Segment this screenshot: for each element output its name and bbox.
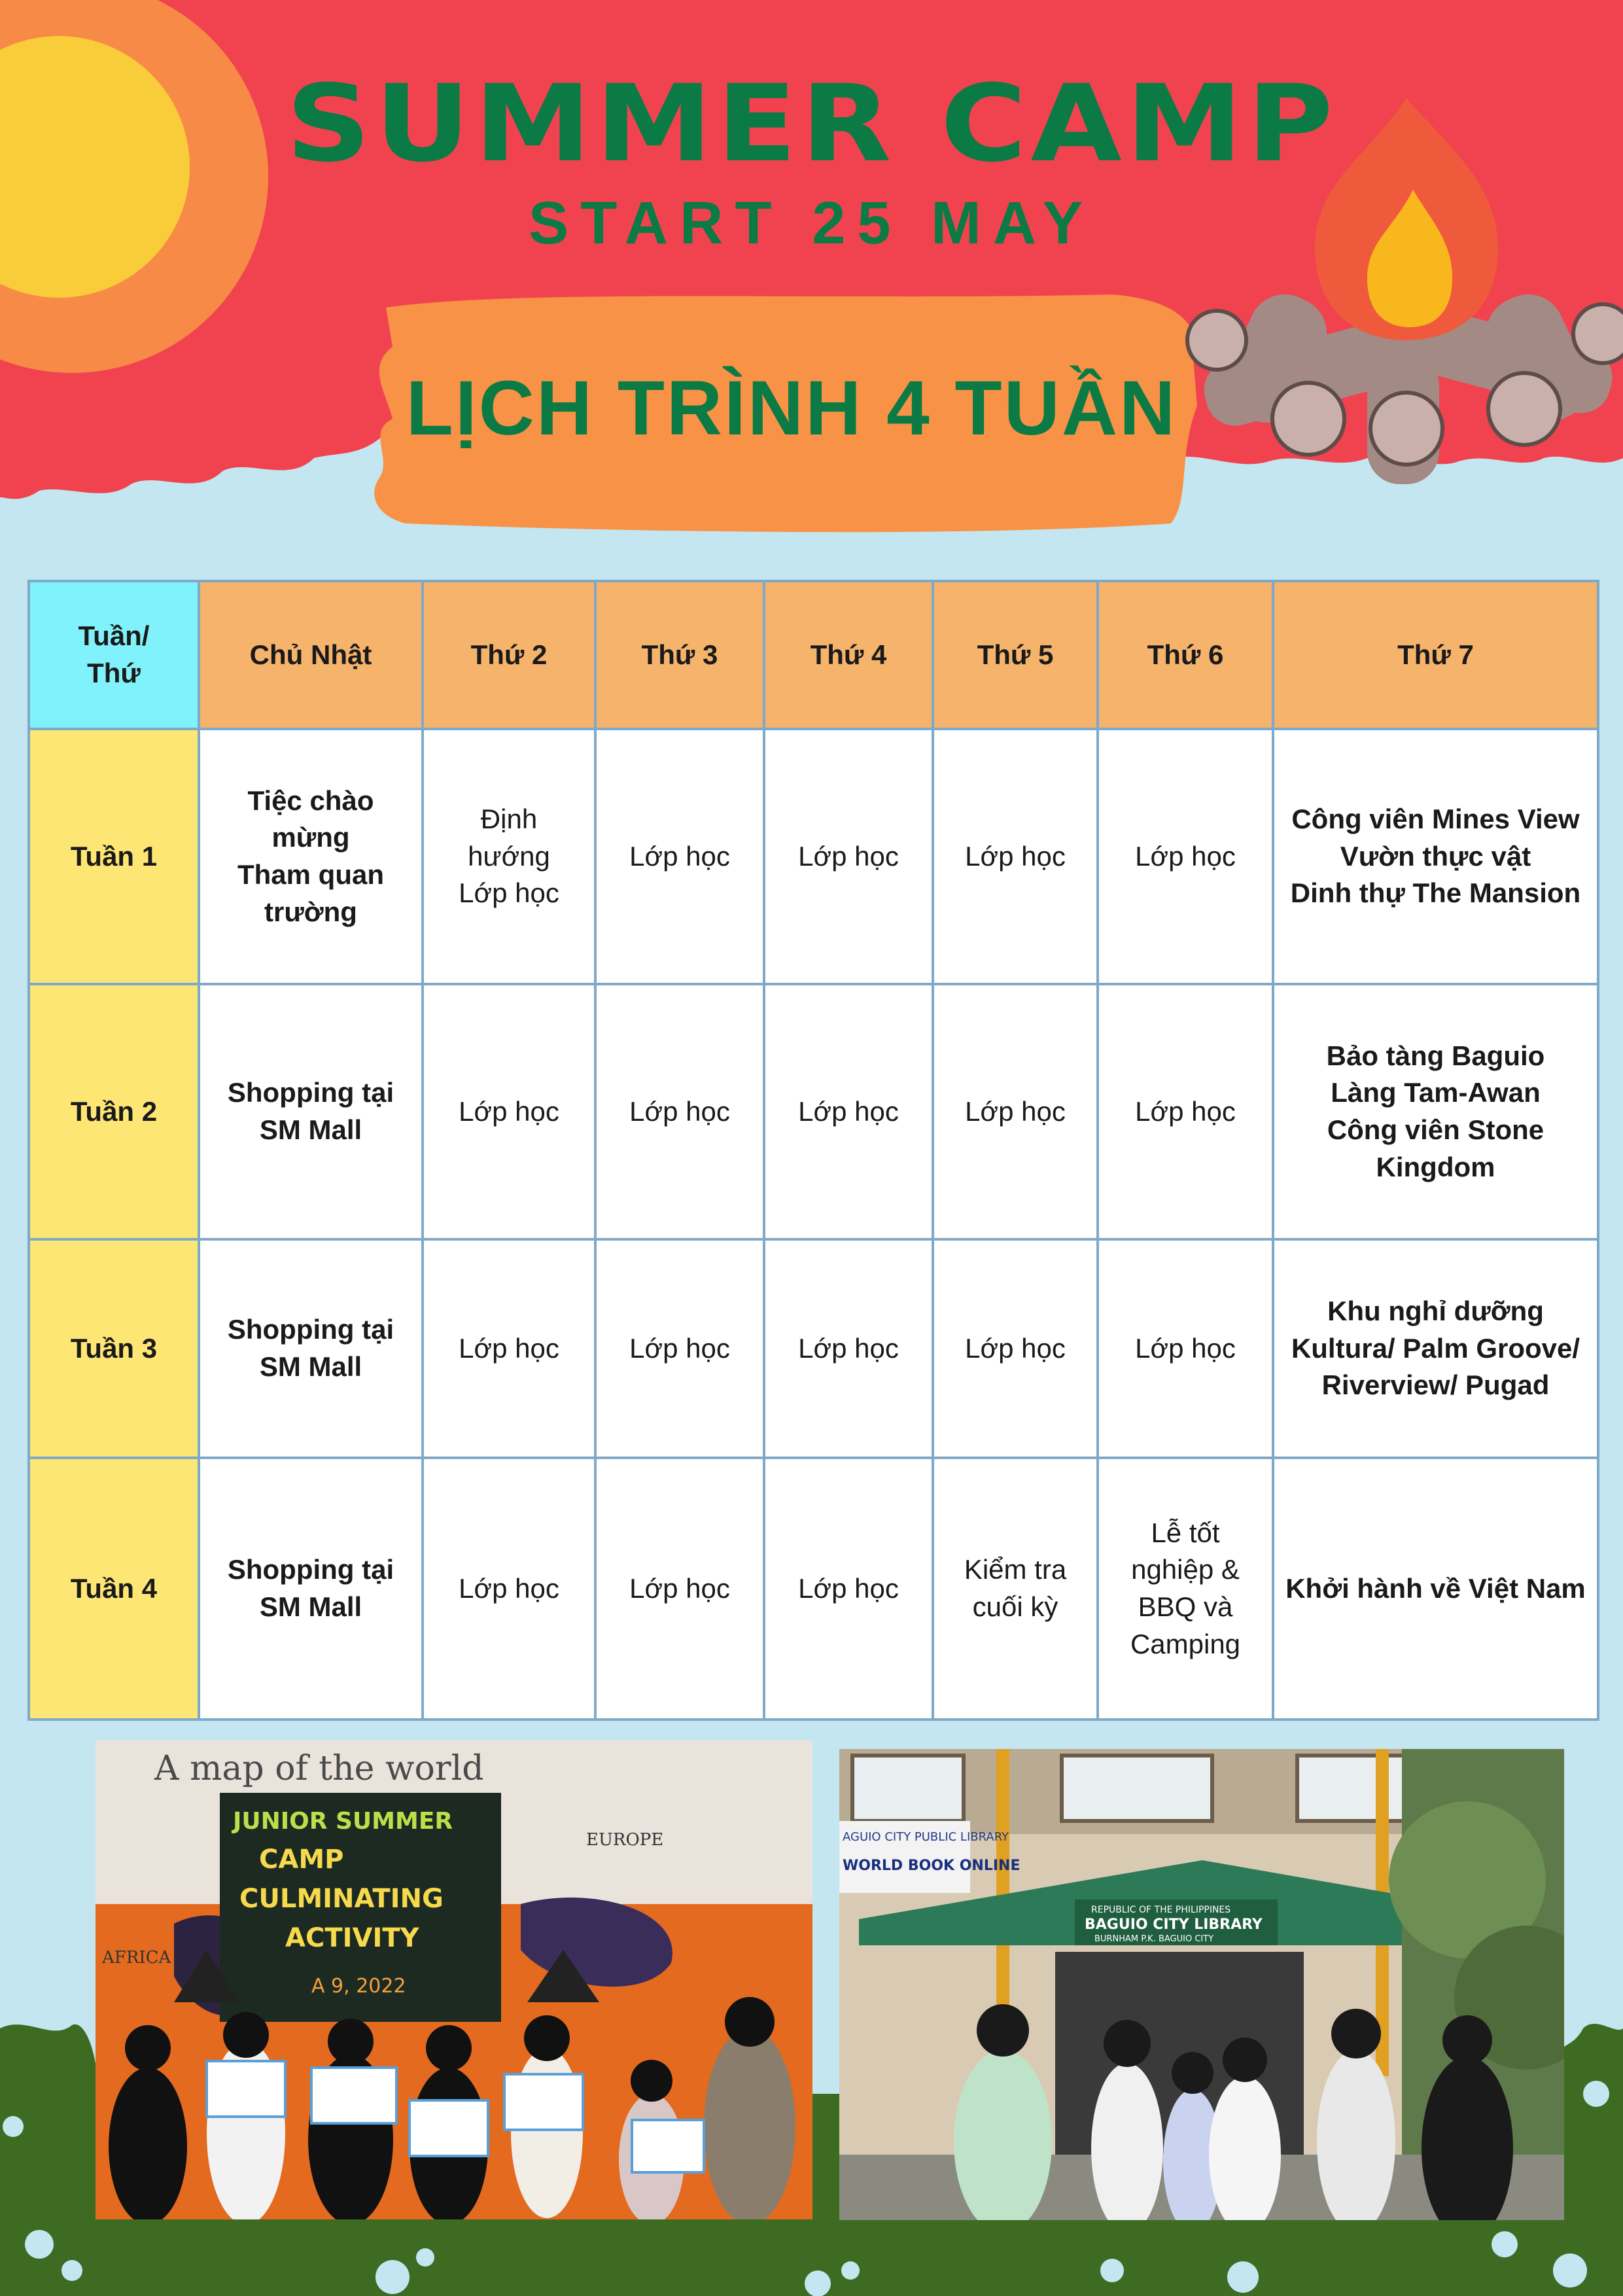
schedule-cell: Lớp học [1098, 984, 1273, 1239]
schedule-cell: Lớp học [423, 984, 595, 1239]
banner-line-4: ACTIVITY [285, 1923, 419, 1953]
day-header: Thứ 3 [595, 581, 764, 729]
table-row [29, 1458, 1598, 1720]
schedule-cell: Shopping tại SM Mall [199, 1458, 423, 1720]
sign-top: REPUBLIC OF THE PHILIPPINES [1091, 1905, 1231, 1915]
schedule-cell: Lớp học [1098, 729, 1273, 984]
photo-baguio-library [839, 1749, 1564, 2220]
schedule-cell: Lớp học [595, 729, 764, 984]
schedule-cell: Khởi hành về Việt Nam [1273, 1458, 1598, 1720]
schedule-cell: Lớp học [1098, 1239, 1273, 1458]
schedule-cell: Định hướng Lớp học [423, 729, 595, 984]
banner-line-3: CULMINATING [239, 1884, 444, 1914]
schedule-cell: Lớp học [595, 984, 764, 1239]
schedule-table [27, 580, 1599, 1721]
schedule-cell: Lớp học [423, 1239, 595, 1458]
photo-culminating-activity [96, 1740, 812, 2219]
day-header: Thứ 4 [764, 581, 933, 729]
banner-line-1: JUNIOR SUMMER [233, 1808, 453, 1835]
schedule-cell: Khu nghỉ dưỡng Kultura/ Palm Groove/ Riverview/ Pugad [1273, 1239, 1598, 1458]
sign-main: BAGUIO CITY LIBRARY [1085, 1916, 1263, 1933]
schedule-cell: Lớp học [595, 1458, 764, 1720]
poster-line-2: WORLD BOOK ONLINE [843, 1858, 1021, 1874]
schedule-cell: Kiểm tra cuối kỳ [933, 1458, 1098, 1720]
schedule-cell: Bảo tàng Baguio Làng Tam-Awan Công viên Stone Kingdom [1273, 984, 1598, 1239]
schedule-cell: Lớp học [764, 1239, 933, 1458]
schedule-title: LỊCH TRÌNH 4 TUẦN [406, 365, 1178, 451]
schedule-cell: Lễ tốt nghiệp & BBQ và Camping [1098, 1458, 1273, 1720]
schedule-cell: Lớp học [764, 984, 933, 1239]
schedule-cell: Công viên Mines View Vườn thực vật Dinh thự The Mansion [1273, 729, 1598, 984]
schedule-cell: Lớp học [764, 729, 933, 984]
corner-header: Tuần/ Thứ [29, 581, 199, 729]
day-header: Chủ Nhật [199, 581, 423, 729]
schedule-cell: Lớp học [933, 984, 1098, 1239]
map-label-europe: EUROPE [586, 1830, 664, 1850]
schedule-cell: Tiệc chào mừng Tham quan trường [199, 729, 423, 984]
schedule-cell: Lớp học [423, 1458, 595, 1720]
schedule-cell: Lớp học [933, 1239, 1098, 1458]
table-row [29, 729, 1598, 984]
schedule-cell: Lớp học [595, 1239, 764, 1458]
banner-line-2: CAMP [259, 1845, 344, 1875]
day-header: Thứ 5 [933, 581, 1098, 729]
schedule-cell: Lớp học [933, 729, 1098, 984]
page-title: SUMMER CAMP [286, 62, 1337, 186]
start-date: START 25 MAY [528, 190, 1095, 256]
week-label: Tuần 1 [29, 729, 199, 984]
schedule-cell: Shopping tại SM Mall [199, 984, 423, 1239]
schedule-cell: Shopping tại SM Mall [199, 1239, 423, 1458]
day-header: Thứ 2 [423, 581, 595, 729]
wall-text: A map of the world [154, 1749, 484, 1788]
banner-date: A 9, 2022 [311, 1975, 406, 1998]
schedule-cell: Lớp học [764, 1458, 933, 1720]
sign-sub: BURNHAM P.K. BAGUIO CITY [1094, 1934, 1214, 1944]
poster-line-1: AGUIO CITY PUBLIC LIBRARY [843, 1830, 1009, 1844]
week-label: Tuần 2 [29, 984, 199, 1239]
table-header-row [29, 581, 1598, 729]
week-label: Tuần 4 [29, 1458, 199, 1720]
table-row [29, 1239, 1598, 1458]
day-header: Thứ 6 [1098, 581, 1273, 729]
day-header: Thứ 7 [1273, 581, 1598, 729]
table-row [29, 984, 1598, 1239]
map-label-africa: AFRICA [102, 1948, 171, 1968]
week-label: Tuần 3 [29, 1239, 199, 1458]
